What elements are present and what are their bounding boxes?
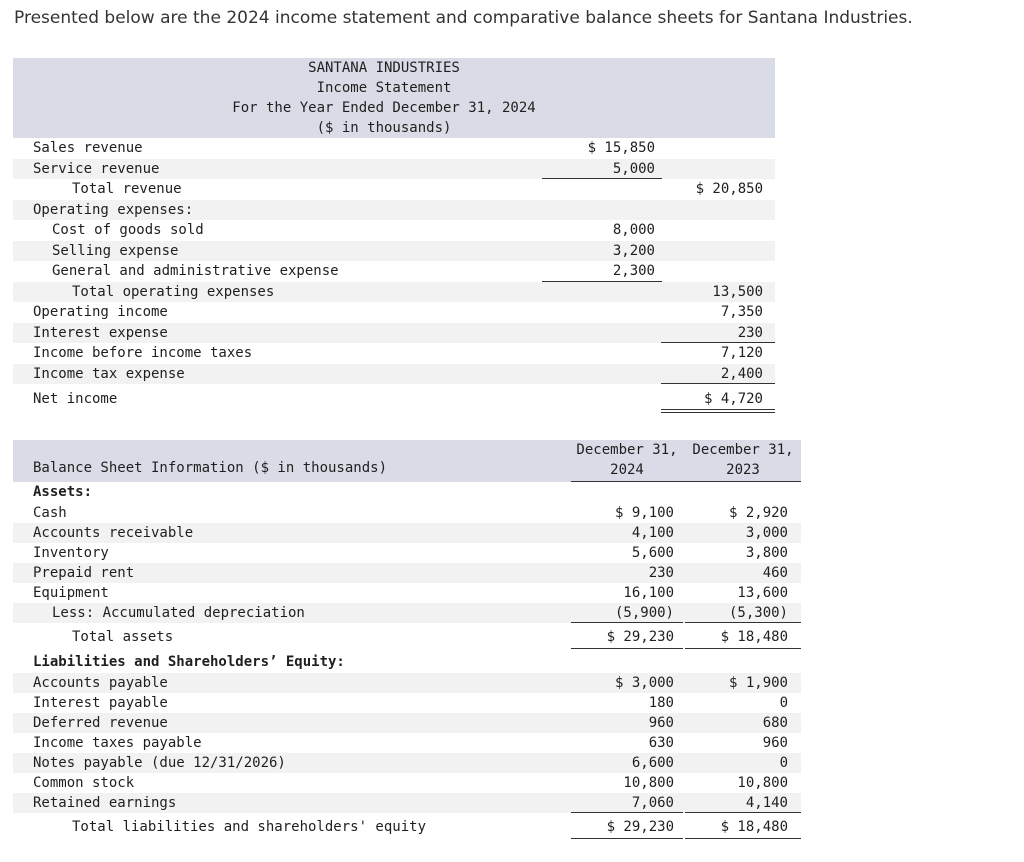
is-row — [13, 200, 775, 221]
bs-row-label: Common stock — [33, 774, 135, 791]
bs-row-label: Prepaid rent — [33, 564, 135, 581]
underline — [571, 838, 683, 839]
bs-row — [13, 503, 801, 523]
bs-row-2023: 3,800 — [745, 544, 788, 561]
bs-row-label: Assets: — [33, 484, 93, 500]
double-underline — [661, 409, 775, 410]
statement-title: Income Statement — [316, 80, 452, 96]
bs-row-label: Total liabilities and shareholders' equity — [72, 818, 427, 835]
col-2023-header-line2: 2023 — [726, 462, 760, 478]
bs-row — [13, 673, 801, 693]
is-row-col2: 230 — [737, 324, 763, 341]
is-row — [13, 220, 775, 241]
income-statement — [13, 58, 775, 410]
balance-sheet-title: Balance Sheet Information ($ in thousands) — [33, 460, 388, 476]
bs-row-label: Interest payable — [33, 694, 168, 711]
bs-row-2023: $ 2,920 — [728, 504, 788, 521]
bs-row-2023: (5,300) — [728, 604, 788, 621]
bs-row — [13, 543, 801, 563]
is-row-label: Income before income taxes — [33, 345, 253, 361]
bs-row-2023: 13,600 — [737, 584, 788, 601]
is-row-col1: $ 15,850 — [587, 140, 655, 156]
bs-row-label: Less: Accumulated depreciation — [52, 604, 305, 621]
is-row — [13, 138, 775, 159]
bs-row-2023: 10,800 — [737, 774, 788, 791]
bs-row-2024: 960 — [648, 714, 674, 731]
bs-row-2023: 3,000 — [745, 524, 788, 541]
bs-row-label: Accounts receivable — [33, 524, 194, 541]
bs-row-total — [13, 623, 801, 649]
bs-row-2024: $ 9,100 — [614, 504, 674, 521]
is-row — [13, 159, 775, 180]
bs-row — [13, 583, 801, 603]
bs-row-2024: 4,100 — [631, 524, 674, 541]
col-2024-header-line2: 2024 — [610, 462, 644, 478]
bs-row-total — [13, 813, 801, 839]
is-row-col2: 13,500 — [712, 283, 763, 300]
bs-row-2024: 5,600 — [631, 544, 674, 561]
bs-row-2024: (5,900) — [614, 604, 674, 621]
is-row — [13, 364, 775, 385]
is-row-col2: $ 4,720 — [703, 391, 763, 407]
is-row-label: Operating expenses: — [33, 201, 194, 218]
bs-row-2024: 180 — [648, 694, 674, 711]
bs-row-2023: 4,140 — [745, 794, 788, 811]
is-row-label: Sales revenue — [33, 140, 143, 156]
bs-row-2023: $ 1,900 — [728, 674, 788, 691]
bs-row — [13, 733, 801, 753]
balance-sheet — [13, 440, 801, 839]
bs-row — [13, 563, 801, 583]
bs-row — [13, 773, 801, 793]
is-row — [13, 282, 775, 303]
bs-row — [13, 753, 801, 773]
bs-row-2024: $ 29,230 — [606, 628, 674, 645]
double-underline — [661, 412, 775, 413]
bs-row — [13, 603, 801, 623]
bs-row — [13, 523, 801, 543]
bs-row-2024: 7,060 — [631, 794, 674, 811]
is-row-label: Operating income — [33, 304, 168, 320]
intro-text: Presented below are the 2024 income statement and comparative balance sheets for Santana Industries. — [14, 8, 913, 28]
is-row-col2: 2,400 — [720, 365, 763, 382]
bs-row — [13, 693, 801, 713]
bs-row-2023: 0 — [779, 694, 788, 711]
is-row-label: Service revenue — [33, 160, 160, 177]
bs-row-2024: $ 29,230 — [606, 818, 674, 835]
bs-row-label: Total assets — [72, 628, 174, 645]
col-2024-header-line1: December 31, — [576, 442, 678, 458]
is-row — [13, 343, 775, 364]
statement-period: For the Year Ended December 31, 2024 — [232, 100, 536, 116]
balance-sheet-header — [13, 440, 801, 482]
bs-row-2023: 680 — [762, 714, 788, 731]
is-row-label: Total operating expenses — [72, 283, 275, 300]
bs-row-section — [13, 649, 801, 673]
col-2024-header — [571, 440, 683, 480]
bs-row-label: Income taxes payable — [33, 734, 202, 751]
is-row-label: General and administrative expense — [52, 263, 339, 279]
bs-row-2024: $ 3,000 — [614, 674, 674, 691]
bs-row-label: Notes payable (due 12/31/2026) — [33, 754, 286, 771]
bs-row-label: Accounts payable — [33, 674, 168, 691]
statement-units: ($ in thousands) — [316, 120, 452, 136]
is-row — [13, 302, 775, 323]
is-row-col1: 8,000 — [612, 222, 655, 238]
is-row-col1: 3,200 — [612, 242, 655, 259]
is-row-net-income — [13, 384, 775, 410]
bs-row — [13, 793, 801, 813]
col-2023-header — [685, 440, 801, 480]
bs-row-label: Retained earnings — [33, 794, 177, 811]
is-row-label: Interest expense — [33, 324, 168, 341]
bs-row — [13, 713, 801, 733]
is-row — [13, 323, 775, 344]
is-row — [13, 179, 775, 200]
bs-row-2024: 16,100 — [623, 584, 674, 601]
income-statement-header — [13, 58, 775, 138]
bs-row-2023: 960 — [762, 734, 788, 751]
is-row-label: Income tax expense — [33, 365, 185, 382]
is-row-col1: 2,300 — [612, 263, 655, 279]
bs-row-label: Cash — [33, 504, 67, 521]
is-row-col2: 7,120 — [720, 345, 763, 361]
underline — [685, 838, 801, 839]
bs-row-2024: 630 — [648, 734, 674, 751]
bs-row-2023: 0 — [779, 754, 788, 771]
is-row-col2: 7,350 — [720, 304, 763, 320]
is-row — [13, 261, 775, 282]
is-row-label: Total revenue — [72, 181, 182, 197]
bs-row-2023: $ 18,480 — [720, 818, 788, 835]
is-row-col1: 5,000 — [612, 160, 655, 177]
bs-row-label: Deferred revenue — [33, 714, 168, 731]
is-row-label: Selling expense — [52, 242, 179, 259]
bs-row-label: Liabilities and Shareholders’ Equity: — [33, 653, 345, 670]
is-row-label: Net income — [33, 391, 118, 407]
bs-row-2024: 10,800 — [623, 774, 674, 791]
col-2023-header-line1: December 31, — [692, 442, 794, 458]
bs-row-section — [13, 482, 801, 503]
bs-row-label: Inventory — [33, 544, 109, 561]
bs-row-label: Equipment — [33, 584, 109, 601]
bs-row-2023: 460 — [762, 564, 788, 581]
is-row-col2: $ 20,850 — [695, 181, 763, 197]
is-row-label: Cost of goods sold — [52, 222, 204, 238]
bs-row-2024: 230 — [648, 564, 674, 581]
is-row — [13, 241, 775, 262]
bs-row-2024: 6,600 — [631, 754, 674, 771]
bs-row-2023: $ 18,480 — [720, 628, 788, 645]
company-name: SANTANA INDUSTRIES — [308, 60, 460, 76]
